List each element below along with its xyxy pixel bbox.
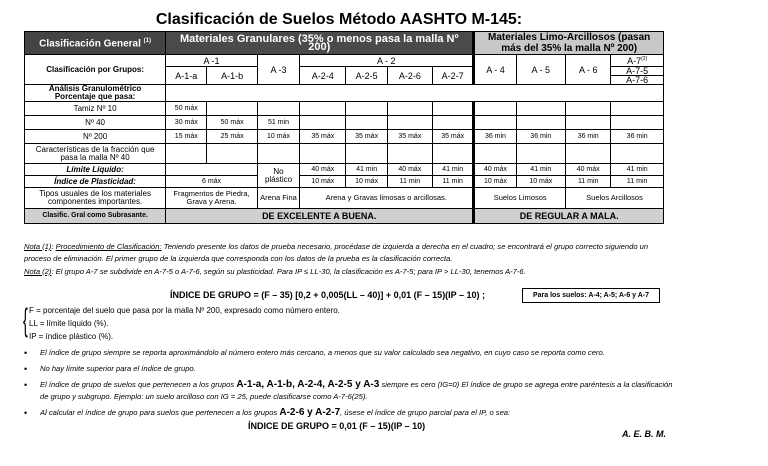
- aashto-table: [24, 31, 664, 224]
- ll-cell: 40 máx: [474, 164, 516, 176]
- ip-cell: 11 min: [387, 176, 432, 188]
- ll-cell: 40 máx: [387, 164, 432, 176]
- ll-a1-empty: [166, 164, 258, 176]
- tipos-a2: Arena y Gravas limosas o arcillosas.: [300, 188, 474, 209]
- def-f: F = porcentaje del suelo que pasa por la malla Nº 200, expresado como número entero.: [29, 306, 340, 315]
- ip-label: Índice de Plasticidad:: [25, 176, 166, 188]
- group-a76: A-7-6: [626, 75, 649, 85]
- ll-cell: 41 min: [516, 164, 565, 176]
- ip-cell: 11 min: [611, 176, 664, 188]
- ip-cell: 10 máx: [300, 176, 346, 188]
- tamiz200-cell: 10 máx: [257, 130, 299, 144]
- tamiz200-cell: 35 máx: [300, 130, 346, 144]
- tamiz200-label: Nº 200: [25, 130, 166, 144]
- group-a75: A-7-5: [611, 67, 663, 76]
- tamiz40-a1b: 50 máx: [207, 116, 257, 130]
- group-a3: A -3: [257, 55, 299, 85]
- group-a26: A-2-6: [387, 67, 432, 85]
- group-a1: A -1: [166, 55, 258, 67]
- analisis-label: Análisis Granulométrico Porcentaje que pasa:: [25, 85, 166, 102]
- ll-cell: 41 min: [611, 164, 664, 176]
- clasif-label: Clasific. Gral como Subrasante.: [25, 209, 166, 224]
- ll-cell: 40 máx: [566, 164, 611, 176]
- page-title: Clasificación de Suelos Método AASHTO M-145:: [155, 11, 523, 28]
- formula-indice-parcial: ÍNDICE DE GRUPO = 0,01 (F – 15)(IP – 10): [248, 421, 426, 431]
- group-a27: A-2-7: [433, 67, 474, 85]
- ip-cell: 10 máx: [346, 176, 387, 188]
- note-2: Nota (2): El grupo A-7 se subdivide en A-7-5 o A-7-6, según su plasticidad. Para IP ≤ LL-30, la clasificación es A-7-5; para IP > LL-30, tenemos A-7-6.: [24, 267, 526, 276]
- tamiz200-cell: 36 min: [474, 130, 516, 144]
- no-plastico: No plástico: [257, 164, 299, 188]
- ll-cell: 41 min: [346, 164, 387, 176]
- tamiz200-cell: 36 min: [611, 130, 664, 144]
- tipos-limosos: Suelos Limosos: [474, 188, 566, 209]
- analisis-spacer: [166, 85, 664, 102]
- tamiz200-cell: 36 min: [516, 130, 565, 144]
- brace: {: [22, 302, 28, 338]
- tipos-label: Tipos usuales de los materiales componentes importantes.: [25, 188, 166, 209]
- rules-list: [24, 347, 674, 423]
- group-a75-a76: [611, 67, 664, 85]
- ll-cell: 40 máx: [300, 164, 346, 176]
- group-a24: A-2-4: [300, 67, 346, 85]
- author-signature: A. E. B. M.: [622, 429, 667, 439]
- tamiz10-label: Tamiz Nº 10: [25, 102, 166, 116]
- group-a4: A - 4: [474, 55, 516, 85]
- rule-1: • El índice de grupo siempre se reporta aproximándolo al número entero más cercano, a menos que su valor calculado sea negativo, en cuyo caso se reporta como cero.: [24, 347, 674, 359]
- rule-3: • El índice de grupo de suelos que pertenecen a los grupos A-1-a, A-1-b, A-2-4, A-2-5 y A-3 siempre es cero (IG=0) El índice de grupo se agrega entre paréntesis a la clasificación de grupo y subgrupo. Ejemplo: un suelo arcilloso con IG = 25, puede clasificarse como A-7-6(25).: [24, 379, 674, 403]
- excelente-bar: DE EXCELENTE A BUENA.: [166, 209, 474, 224]
- group-a1b: A-1-b: [207, 67, 257, 85]
- group-a2: A - 2: [300, 55, 474, 67]
- tipos-a1: Fragmentos de Piedra, Grava y Arena.: [166, 188, 258, 209]
- ip-cell: 10 máx: [474, 176, 516, 188]
- rule-2: • No hay límite superior para el índice de grupo.: [24, 363, 674, 375]
- tamiz40-a3: 51 min: [257, 116, 299, 130]
- ll-cell: 41 min: [433, 164, 474, 176]
- general-label: Clasificación General $^{(1)}$: [25, 32, 166, 55]
- ip-a1: 6 máx: [166, 176, 258, 188]
- group-a5: A - 5: [516, 55, 565, 85]
- tamiz10-a1a: 50 máx: [166, 102, 207, 116]
- formula-indice-grupo: ÍNDICE DE GRUPO = (F – 35) [0,2 + 0,005(LL – 40)] + 0,01 (F – 15)(IP – 10) ;: [170, 290, 486, 300]
- formula-applies-box: Para los suelos: A-4; A-5; A-6 y A-7: [522, 288, 660, 303]
- caract-label: Características de la fracción que pasa la malla Nº 40: [25, 144, 166, 164]
- ip-cell: 11 min: [566, 176, 611, 188]
- group-a7: A-7$^{(2)}$: [611, 55, 664, 67]
- tamiz200-cell: 25 máx: [207, 130, 257, 144]
- silt-clay-header: Materiales Limo-Arcillosos (pasan más del 35% la malla Nº 200): [474, 32, 664, 55]
- note-1: Nota (1): Procedimiento de Clasificación: Teniendo presente los datos de prueba necesario, procédase de izquierda a derecha en el cuadro; se encontrará el grupo correcto siguiendo un proceso de eliminación. El primer grupo de la izquierda que corresponda con los datos de la prueba es la clasificación correcta.: [24, 242, 649, 263]
- tamiz200-cell: 35 máx: [346, 130, 387, 144]
- tamiz200-cell: 15 máx: [166, 130, 207, 144]
- tamiz200-cell: 35 máx: [433, 130, 474, 144]
- ip-cell: 11 min: [433, 176, 474, 188]
- def-ip: IP = índice plástico (%).: [29, 332, 114, 341]
- tipos-arcillosos: Suelos Arcillosos: [566, 188, 664, 209]
- ip-cell: 10 máx: [516, 176, 565, 188]
- group-a25: A-2-5: [346, 67, 387, 85]
- tamiz40-label: Nº 40: [25, 116, 166, 130]
- granular-header: Materiales Granulares (35% o menos pasa la malla Nº 200): [166, 32, 474, 55]
- group-a6: A - 6: [566, 55, 611, 85]
- tamiz200-cell: 35 máx: [387, 130, 432, 144]
- tamiz40-a1a: 30 máx: [166, 116, 207, 130]
- regular-bar: DE REGULAR A MALA.: [474, 209, 664, 224]
- grupos-label: Clasificación por Grupos:: [25, 55, 166, 85]
- tamiz200-cell: 36 min: [566, 130, 611, 144]
- ll-label: Límite Líquido:: [25, 164, 166, 176]
- def-ll: LL = límite líquido (%).: [29, 319, 109, 328]
- group-a1a: A-1-a: [166, 67, 207, 85]
- tipos-a3: Arena Fina: [257, 188, 299, 209]
- rule-4: • Al calcular el índice de grupo para suelos que pertenecen a los grupos A-2-6 y A-2-7, úsese el índice de grupo parcial para el IP, o sea:: [24, 407, 674, 419]
